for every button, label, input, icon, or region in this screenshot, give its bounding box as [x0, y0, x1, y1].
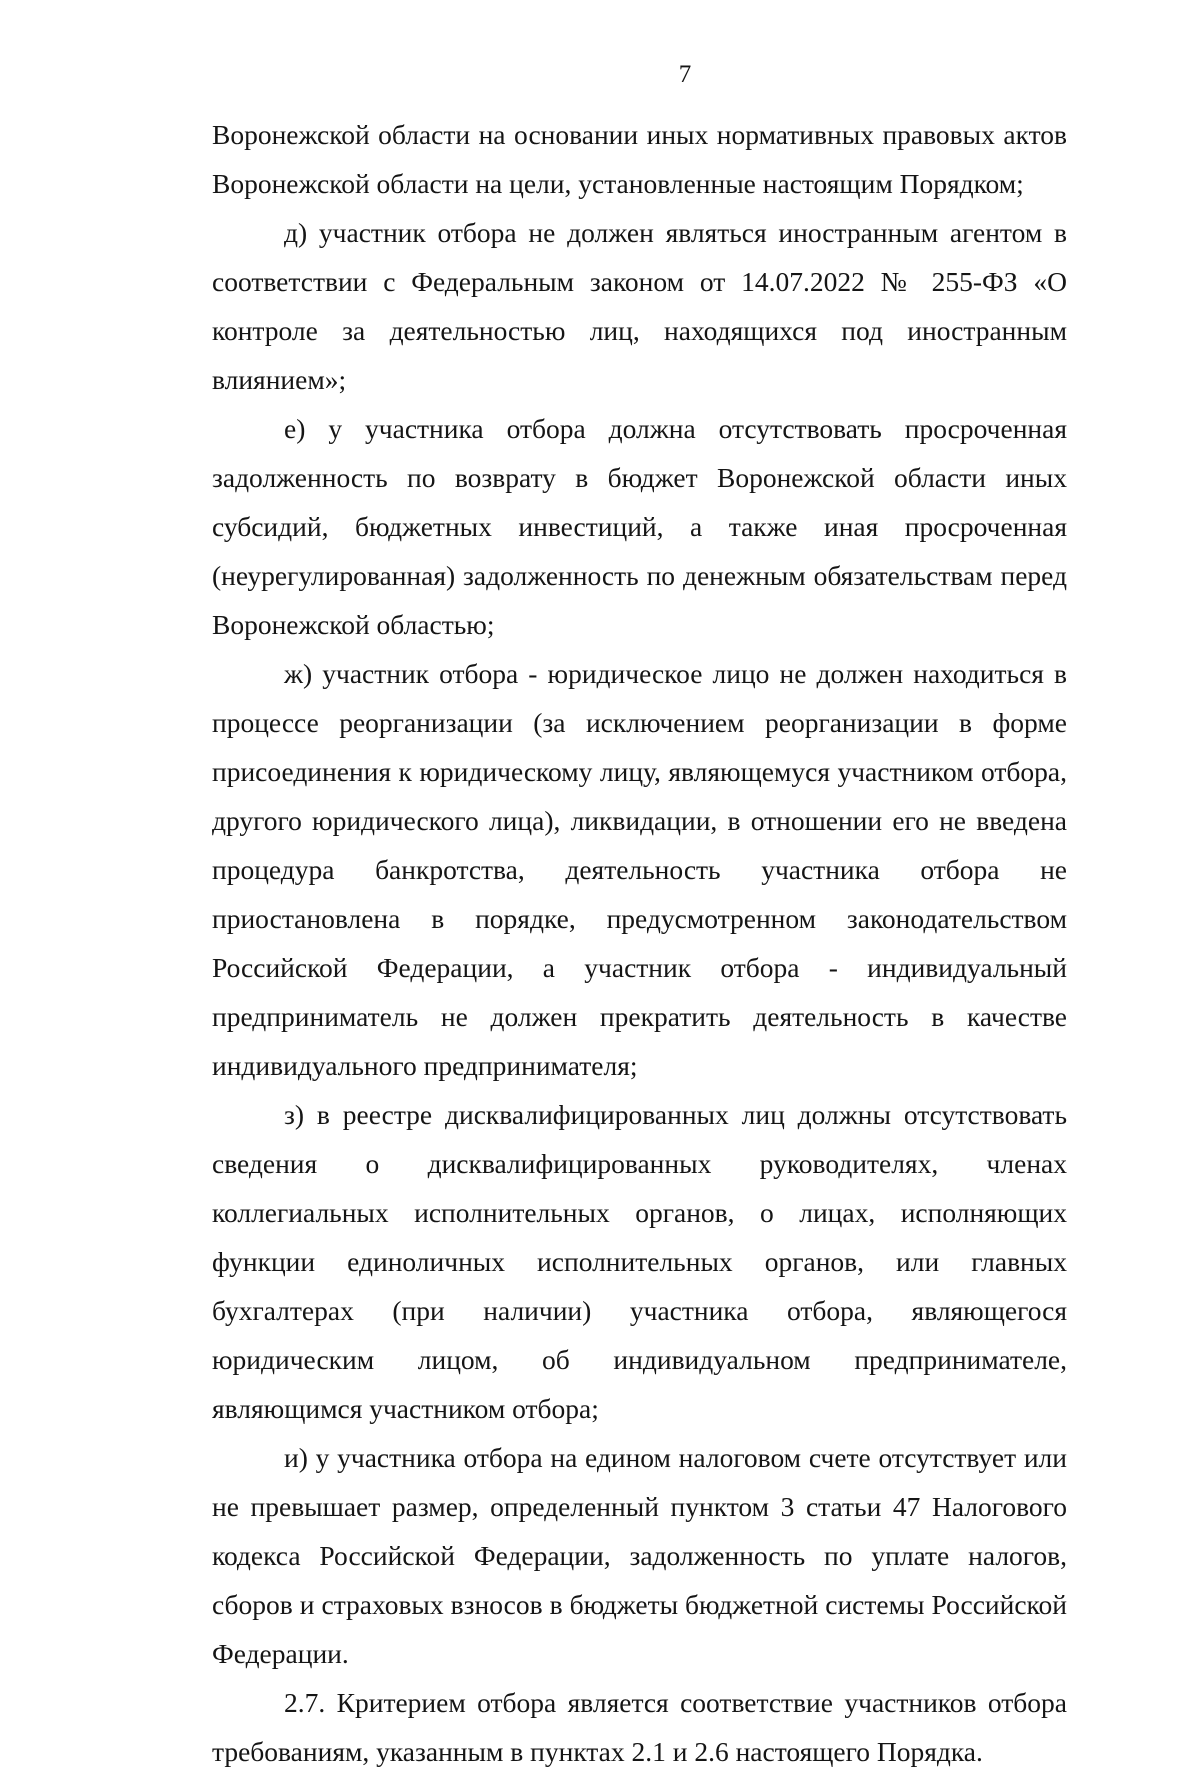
paragraph-item-z: з) в реестре дисквалифицированных лиц должны отсутствовать сведения о дисквалифицированных руководителях, членах коллегиальных исполнительных органов, о лицах, исполняющих функции единоличных исполнительных органов, или главных бухгалтерах (при наличии) участника отбора, являющегося юридическим лицом, об индивидуальном предпринимателе, являющимся участником отбора; [212, 1099, 1067, 1424]
paragraph-item-d: д) участник отбора не должен являться иностранным агентом в соответствии с Федеральным законом от 14.07.2022 № 255-ФЗ «О контроле за деятельностью лиц, находящихся под иностранным влиянием»; [212, 217, 1067, 395]
paragraph-item-zh: ж) участник отбора - юридическое лицо не должен находиться в процессе реорганизации (за исключением реорганизации в форме присоединения к юридическому лицу, являющемуся участником отбора, другого юридического лица), ликвидации, в отношении его не введена процедура банкротства, деятельность участника отбора не приостановлена в порядке, предусмотренном законодательством Российской Федерации, а участник отбора - индивидуальный предприниматель не должен прекратить деятельность в качестве индивидуального предпринимателя; [212, 658, 1067, 1081]
document-body [212, 110, 1067, 1776]
paragraph-item-e: е) у участника отбора должна отсутствовать просроченная задолженность по возврату в бюджет Воронежской области иных субсидий, бюджетных инвестиций, а также иная просроченная (неурегулированная) задолженность по денежным обязательствам перед Воронежской областью; [212, 413, 1067, 640]
paragraph-item-i: и) у участника отбора на едином налоговом счете отсутствует или не превышает размер, определенный пунктом 3 статьи 47 Налогового кодекса Российской Федерации, задолженность по уплате налогов, сборов и страховых взносов в бюджеты бюджетной системы Российской Федерации. [212, 1442, 1067, 1669]
paragraph-2-7: 2.7. Критерием отбора является соответствие участников отбора требованиям, указанным в пунктах 2.1 и 2.6 настоящего Порядка. [212, 1687, 1067, 1767]
page-number: 7 [678, 61, 692, 88]
paragraph-continuation: Воронежской области на основании иных нормативных правовых актов Воронежской области на цели, установленные настоящим Порядком; [212, 119, 1067, 199]
